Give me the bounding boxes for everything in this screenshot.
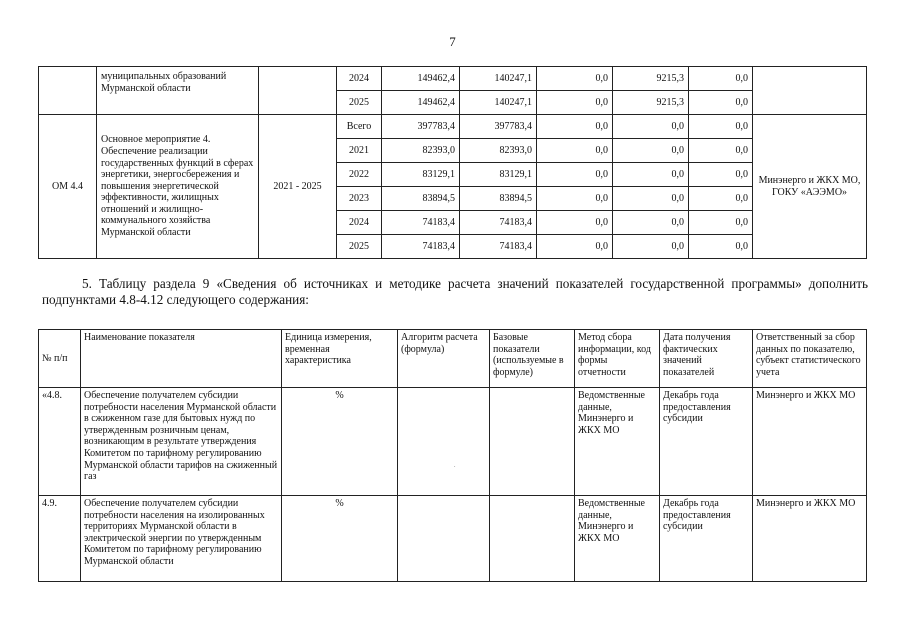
value-cell: 397783,4 (460, 115, 537, 139)
row-base (490, 496, 575, 582)
value-cell: 0,0 (613, 163, 689, 187)
page-number: 7 (449, 34, 456, 49)
row-responsible: Минэнерго и ЖКХ МО (753, 496, 867, 582)
row-unit: % (282, 388, 398, 496)
value-cell: 149462,4 (382, 91, 460, 115)
measure-code-cell: ОМ 4.4 (39, 115, 97, 259)
value-cell: 0,0 (537, 163, 613, 187)
header-unit: Единица измерения, временная характеристика (282, 330, 398, 388)
value-cell: 74183,4 (382, 235, 460, 259)
header-num: № п/п (39, 330, 81, 388)
value-cell: 0,0 (689, 235, 753, 259)
value-cell: 74183,4 (382, 211, 460, 235)
value-cell: 140247,1 (460, 67, 537, 91)
row-date: Декабрь года предоставления субсидии (660, 496, 753, 582)
table-row (39, 388, 867, 496)
header-name: Наименование показателя (81, 330, 282, 388)
value-cell: 0,0 (537, 187, 613, 211)
header-base: Базовые показатели (используемые в формуле) (490, 330, 575, 388)
value-cell: 0,0 (689, 91, 753, 115)
value-cell: 83894,5 (460, 187, 537, 211)
value-cell: 0,0 (689, 163, 753, 187)
amendment-paragraph (42, 276, 868, 307)
value-cell: 0,0 (537, 67, 613, 91)
value-cell: 397783,4 (382, 115, 460, 139)
value-cell: 0,0 (689, 187, 753, 211)
value-cell: 83129,1 (460, 163, 537, 187)
value-cell: 0,0 (613, 235, 689, 259)
year-cell: 2025 (337, 235, 382, 259)
value-cell: 0,0 (537, 139, 613, 163)
executor-cell: Минэнерго и ЖКХ МО, ГОКУ «АЭЭМО» (753, 115, 867, 259)
value-cell: 0,0 (689, 139, 753, 163)
header-algorithm: Алгоритм расчета (формула) (398, 330, 490, 388)
year-cell: Всего (337, 115, 382, 139)
value-cell: 0,0 (537, 91, 613, 115)
table-row (39, 496, 867, 582)
scan-speck: . (454, 463, 456, 469)
value-cell: 0,0 (689, 115, 753, 139)
row-method: Ведомственные данные, Минэнерго и ЖКХ МО (575, 388, 660, 496)
row-algorithm (398, 496, 490, 582)
year-cell: 2023 (337, 187, 382, 211)
value-cell: 82393,0 (382, 139, 460, 163)
year-cell: 2024 (337, 67, 382, 91)
value-cell: 149462,4 (382, 67, 460, 91)
table-row (39, 67, 867, 91)
value-cell: 0,0 (613, 187, 689, 211)
value-cell: 0,0 (613, 211, 689, 235)
table-row (39, 115, 867, 139)
value-cell: 9215,3 (613, 67, 689, 91)
year-cell: 2025 (337, 91, 382, 115)
measure-name-cell: Основное мероприятие 4. Обеспечение реализации государственных функций в сферах энергетики, энергосбережения и повышения энергетической эффективности, жилищных отношений и жилищно-коммунального хозяйства Мурманской области (97, 115, 259, 259)
value-cell: 140247,1 (460, 91, 537, 115)
value-cell: 74183,4 (460, 211, 537, 235)
measure-name-cell: муниципальных образований Мурманской области (97, 67, 259, 115)
value-cell: 0,0 (613, 115, 689, 139)
value-cell: 83894,5 (382, 187, 460, 211)
row-responsible: Минэнерго и ЖКХ МО (753, 388, 867, 496)
header-responsible: Ответственный за сбор данных по показателю, субъект статистического учета (753, 330, 867, 388)
row-method: Ведомственные данные, Минэнерго и ЖКХ МО (575, 496, 660, 582)
row-name: Обеспечение получателем субсидии потребности населения на изолированных территориях Мурманской области в электрической энергии по утвержденным Комитетом по тарифному регулированию Мурманской области (81, 496, 282, 582)
value-cell: 0,0 (689, 211, 753, 235)
amendment-text: 5. Таблицу раздела 9 «Сведения об источниках и методике расчета значений показателей государственной программы» дополнить подпунктами 4.8-4.12 следующего содержания: (42, 276, 868, 307)
row-num: «4.8. (39, 388, 81, 496)
year-cell: 2024 (337, 211, 382, 235)
value-cell: 0,0 (537, 235, 613, 259)
value-cell: 83129,1 (382, 163, 460, 187)
value-cell: 9215,3 (613, 91, 689, 115)
header-method: Метод сбора информации, код формы отчетности (575, 330, 660, 388)
value-cell: 0,0 (613, 139, 689, 163)
value-cell: 0,0 (537, 115, 613, 139)
row-date: Декабрь года предоставления субсидии (660, 388, 753, 496)
indicators-table (38, 329, 867, 582)
funding-table (38, 66, 867, 259)
row-algorithm (398, 388, 490, 496)
year-cell: 2021 (337, 139, 382, 163)
row-base (490, 388, 575, 496)
value-cell: 0,0 (537, 211, 613, 235)
row-name: Обеспечение получателем субсидии потребности населения Мурманской области в сжиженном газе для бытовых нужд по утвержденным розничным ценам, возникающим в результате утверждения Комитетом по тарифному регулированию Мурманской области тарифов на сжиженный газ (81, 388, 282, 496)
value-cell: 0,0 (689, 67, 753, 91)
table-header-row (39, 330, 867, 388)
value-cell: 82393,0 (460, 139, 537, 163)
period-cell: 2021 - 2025 (259, 115, 337, 259)
year-cell: 2022 (337, 163, 382, 187)
value-cell: 74183,4 (460, 235, 537, 259)
header-date: Дата получения фактических значений показателей (660, 330, 753, 388)
row-unit: % (282, 496, 398, 582)
row-num: 4.9. (39, 496, 81, 582)
